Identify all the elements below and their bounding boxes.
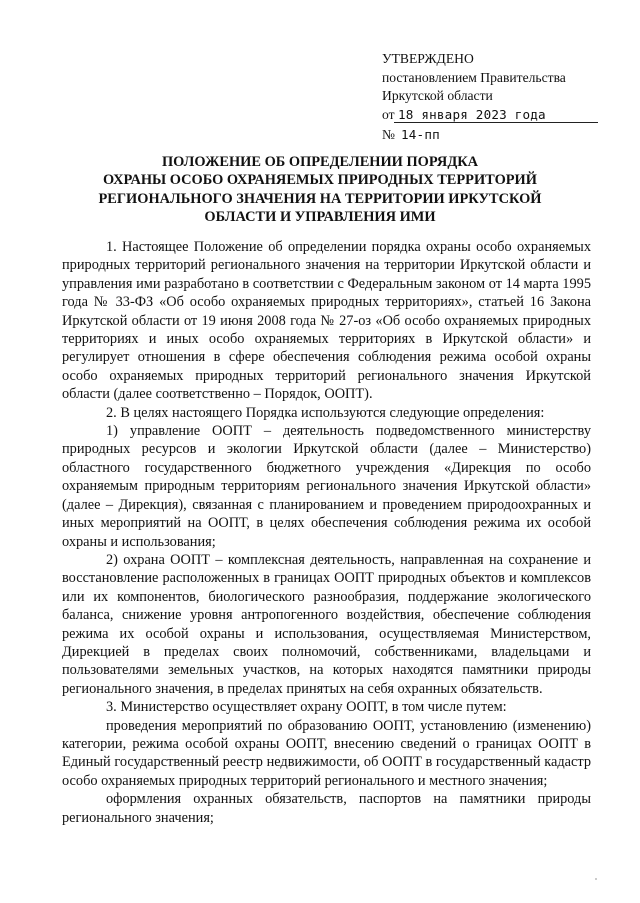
approval-date: 18 января 2023 года <box>397 106 546 122</box>
approval-stamp <box>382 50 612 145</box>
date-underline <box>394 122 598 123</box>
title-line: ПОЛОЖЕНИЕ ОБ ОПРЕДЕЛЕНИИ ПОРЯДКА <box>161 154 479 170</box>
approval-line-2: Иркутской области <box>382 88 493 103</box>
document-body <box>62 238 591 827</box>
paragraph-2: 2. В целях настоящего Порядка используются следующие определения: <box>106 404 545 421</box>
title-line: ОБЛАСТИ И УПРАВЛЕНИЯ ИМИ <box>204 208 436 225</box>
scan-speck <box>595 878 597 880</box>
approval-line-1: постановлением Правительства <box>382 69 566 85</box>
title-line: РЕГИОНАЛЬНОГО ЗНАЧЕНИЯ НА ТЕРРИТОРИИ ИРКУТСКОЙ <box>98 190 542 207</box>
approval-date-row <box>382 106 612 125</box>
paragraph-1: 1. Настоящее Положение об определении порядка охраны особо охраняемых природных территорий регионального значения на территории Иркутской области и управления ими разработано в соответствии с Федеральным законом от 14 марта 1995 года № 33-ФЗ «Об особо охраняемых природных территориях», статьей 16 Закона Иркутской области от 19 июня 2008 года № 27-оз «Об особо охраняемых природных территориях и иных особо охраняемых территориях в Иркутской области» и регулирует отношения в сфере обеспечения соблюдения режима особой охраны особо охраняемых природных территорий регионального значения Иркутской области (далее соответственно – Порядок, ООПТ). <box>62 239 591 403</box>
approval-number-row <box>382 126 612 145</box>
paragraph-2-2: 2) охрана ООПТ – комплексная деятельность, направленная на сохранение и восстановление расположенных в границах ООПТ природных объектов и комплексов или их компонентов, биологического разнообразия, поддержание экологического баланса, снижение уровня антропогенного воздействия, обеспечение соблюдения режима их особой охраны и использования, осуществляемая Министерством, Дирекцией в пределах своих полномочий, собственниками, владельцами и пользователями земельных участков, на которых находятся памятники природы регионального значения, в пределах принятых на себя охранных обязательств. <box>62 551 591 697</box>
approval-date-prefix: от <box>382 106 395 122</box>
approval-number: 14-пп <box>400 127 440 142</box>
paragraph-3: 3. Министерство осуществляет охрану ООПТ, в том числе путем: <box>106 699 507 716</box>
approval-status: УТВЕРЖДЕНО <box>382 51 474 66</box>
paragraph-3-item-2: оформления охранных обязательств, паспортов на памятники природы регионального значения; <box>62 791 591 826</box>
paragraph-2-1: 1) управление ООПТ – деятельность подведомственного министерству природных ресурсов и экологии Иркутской области (далее – Министерство) областного государственного бюджетного учреждения «Дирекция по особо охраняемым природным территориям регионального значения Иркутской области» (далее – Дирекция), связанная с планированием и проведением природоохранных и иных мероприятий на ООПТ, в целях обеспечения соблюдения режима их особой охраны и использования; <box>62 423 591 550</box>
document-title <box>70 153 570 226</box>
paragraph-3-item-1: проведения мероприятий по образованию ООПТ, установлению (изменению) категории, режима особой охраны ООПТ, внесению сведений о границах ООПТ в Единый государственный реестр недвижимости, об ООПТ в государственный кадастр особо охраняемых природных территорий регионального и местного значения; <box>62 717 591 789</box>
approval-number-prefix: № <box>382 127 395 142</box>
title-line: ОХРАНЫ ОСОБО ОХРАНЯЕМЫХ ПРИРОДНЫХ ТЕРРИТОРИЙ <box>103 172 537 189</box>
